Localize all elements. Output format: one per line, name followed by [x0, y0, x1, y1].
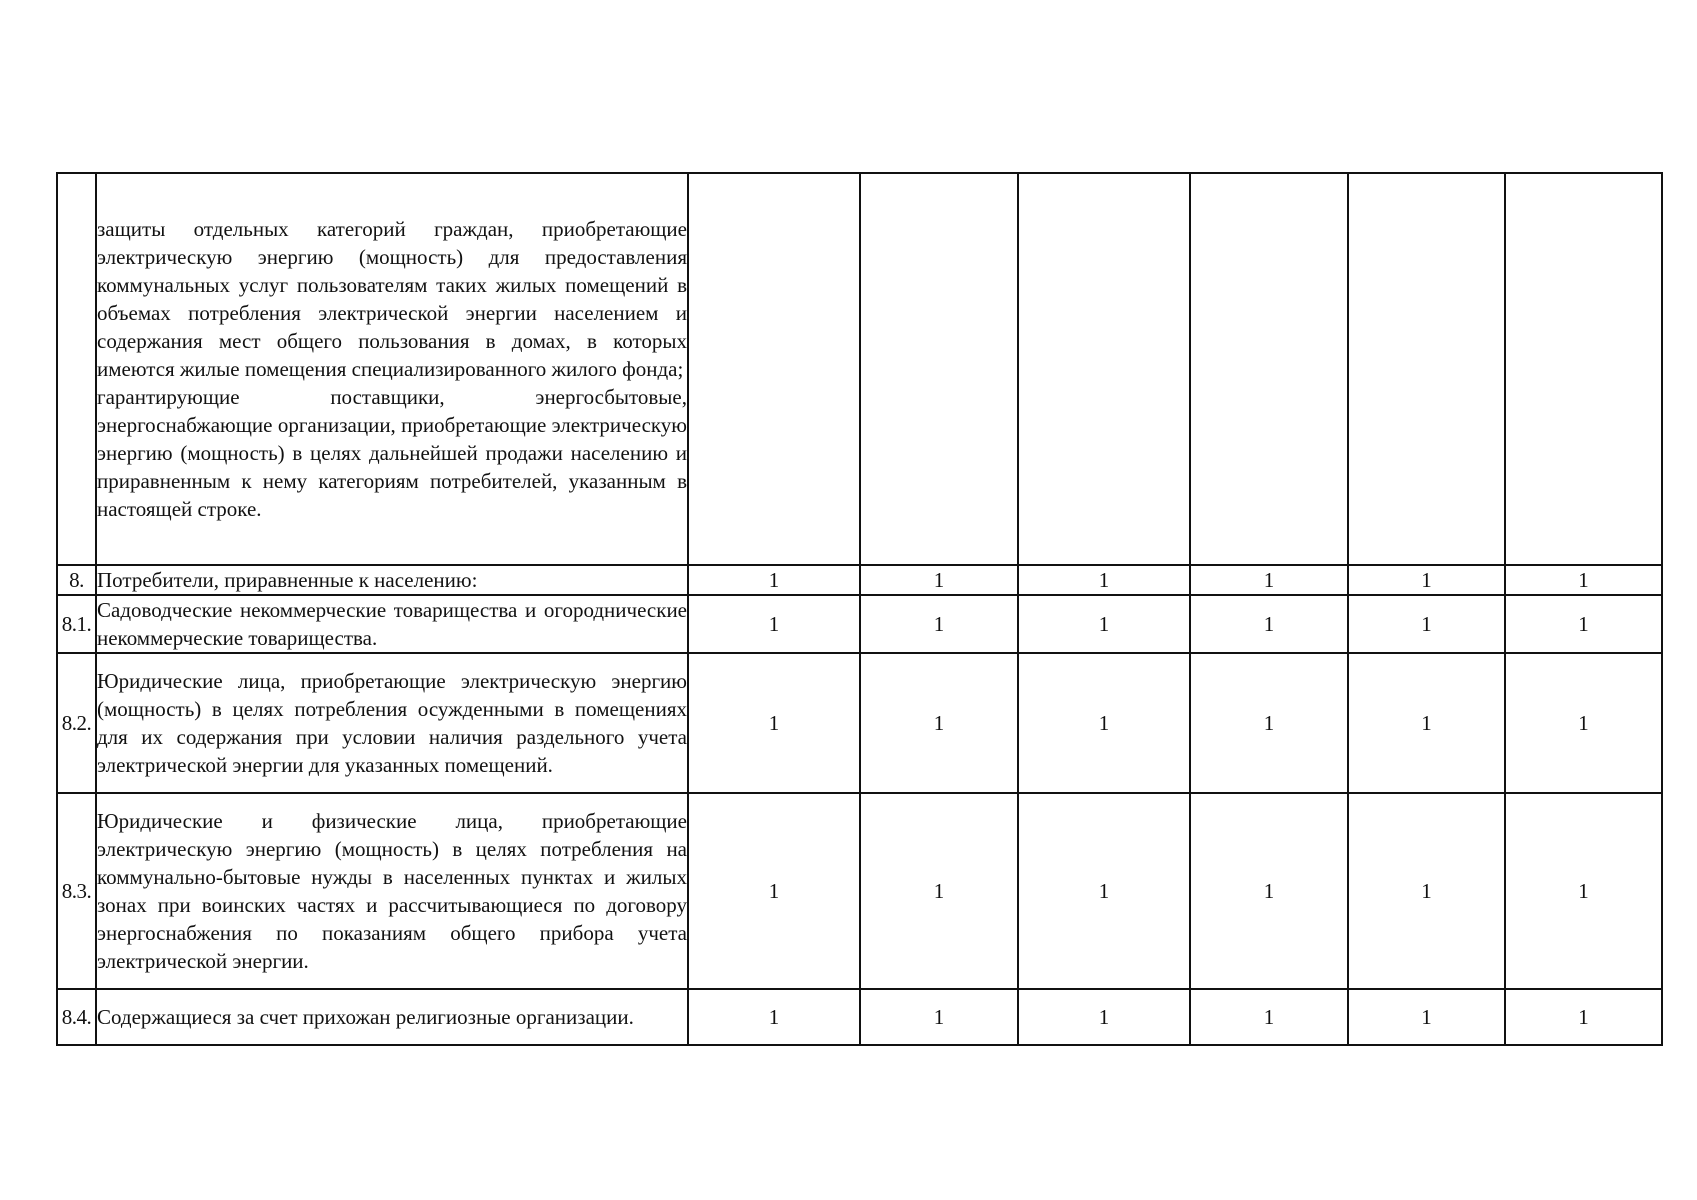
value-cell: 1	[688, 565, 860, 595]
value-cell	[688, 173, 860, 565]
table-row	[57, 565, 1662, 595]
value-cell: 1	[1505, 793, 1662, 989]
value-cell: 1	[1018, 989, 1190, 1045]
value-cell	[1505, 173, 1662, 565]
value-cell: 1	[1018, 793, 1190, 989]
table-row	[57, 793, 1662, 989]
value-cell: 1	[1348, 989, 1505, 1045]
value-cell: 1	[688, 989, 860, 1045]
value-cell: 1	[1190, 793, 1348, 989]
description-paragraph: Садоводческие некоммерческие товарищества и огороднические некоммерческие товарищества.	[97, 598, 687, 650]
value-cell	[1018, 173, 1190, 565]
value-cell: 1	[1505, 653, 1662, 793]
row-number	[57, 173, 96, 565]
value-cell: 1	[688, 793, 860, 989]
value-cell: 1	[1505, 595, 1662, 653]
value-cell: 1	[1348, 595, 1505, 653]
row-number: 8.2.	[57, 653, 96, 793]
table-row	[57, 595, 1662, 653]
value-cell: 1	[860, 793, 1018, 989]
value-cell: 1	[1190, 565, 1348, 595]
value-cell: 1	[1018, 565, 1190, 595]
value-cell: 1	[688, 595, 860, 653]
value-cell: 1	[1505, 565, 1662, 595]
description-paragraph: Содержащиеся за счет прихожан религиозные организации.	[97, 1005, 634, 1029]
description-paragraph: защиты отдельных категорий граждан, приобретающие электрическую энергию (мощность) для предоставления коммунальных услуг пользователям таких жилых помещений в объемах потребления электрической энергии населением и содержания мест общего пользования в домах, в которых имеются жилые помещения специализированного жилого фонда;	[97, 217, 687, 381]
value-cell: 1	[1348, 565, 1505, 595]
value-cell: 1	[1505, 989, 1662, 1045]
table-row	[57, 653, 1662, 793]
value-cell: 1	[1018, 653, 1190, 793]
row-description	[96, 173, 688, 565]
value-cell: 1	[688, 653, 860, 793]
value-cell: 1	[1018, 595, 1190, 653]
row-description	[96, 565, 688, 595]
description-paragraph: Юридические лица, приобретающие электрическую энергию (мощность) в целях потребления осужденными в помещениях для их содержания при условии наличия раздельного учета электрической энергии для указанных помещений.	[97, 669, 687, 777]
value-cell: 1	[1348, 653, 1505, 793]
value-cell	[1190, 173, 1348, 565]
value-cell: 1	[860, 595, 1018, 653]
value-cell	[1348, 173, 1505, 565]
value-cell	[860, 173, 1018, 565]
row-number: 8.4.	[57, 989, 96, 1045]
row-number: 8.	[57, 565, 96, 595]
value-cell: 1	[1190, 653, 1348, 793]
description-paragraph: Потребители, приравненные к населению:	[97, 568, 478, 592]
row-number: 8.1.	[57, 595, 96, 653]
row-description	[96, 595, 688, 653]
table-row	[57, 173, 1662, 565]
value-cell: 1	[860, 653, 1018, 793]
tariff-table	[56, 172, 1663, 1046]
row-number: 8.3.	[57, 793, 96, 989]
row-description	[96, 793, 688, 989]
value-cell: 1	[1190, 595, 1348, 653]
table-row	[57, 989, 1662, 1045]
value-cell: 1	[860, 565, 1018, 595]
row-description	[96, 653, 688, 793]
value-cell: 1	[860, 989, 1018, 1045]
row-description	[96, 989, 688, 1045]
description-paragraph: гарантирующие поставщики, энергосбытовые, энергоснабжающие организации, приобретающие электрическую энергию (мощность) в целях дальнейшей продажи населению и приравненным к нему категориям потребителей, указанным в настоящей строке.	[97, 385, 687, 521]
value-cell: 1	[1348, 793, 1505, 989]
description-paragraph: Юридические и физические лица, приобретающие электрическую энергию (мощность) в целях потребления на коммунально-бытовые нужды в населенных пунктах и жилых зонах при воинских частях и рассчитывающиеся по договору энергоснабжения по показаниям общего прибора учета электрической энергии.	[97, 809, 687, 973]
value-cell: 1	[1190, 989, 1348, 1045]
